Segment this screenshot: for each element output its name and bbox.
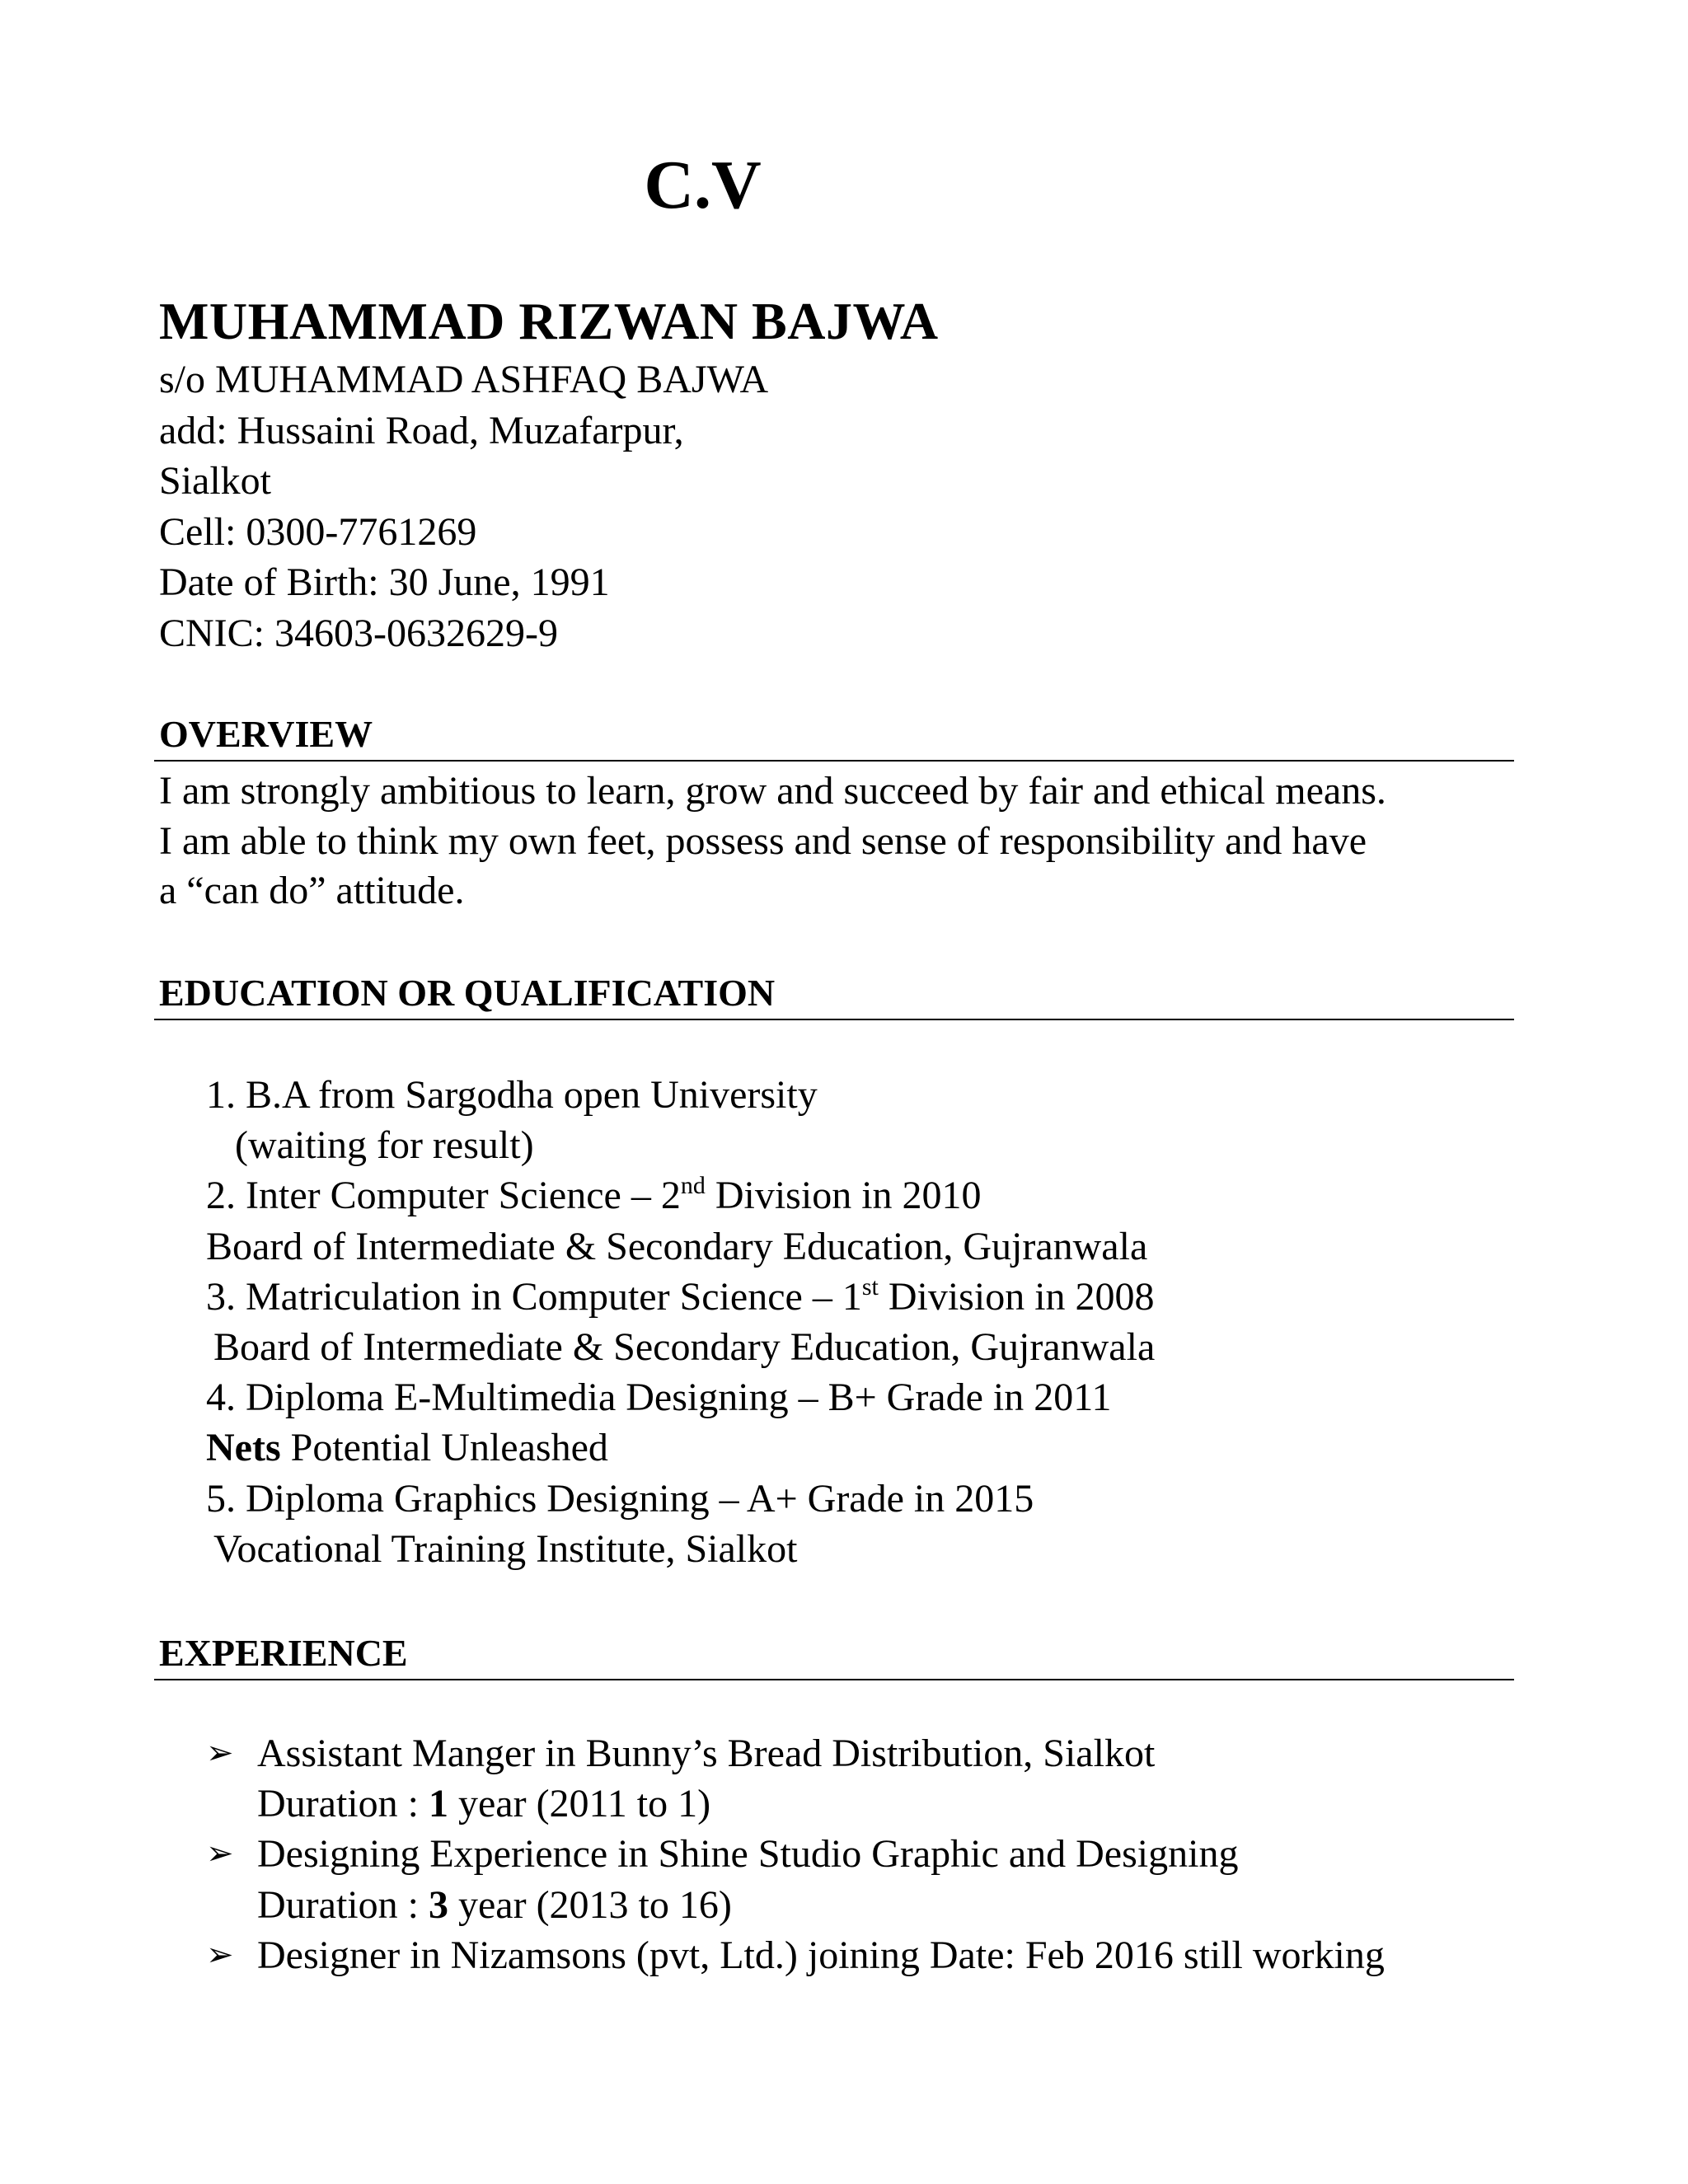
education-item-3 <box>206 1272 1155 1322</box>
overview-line: I am able to think my own feet, possess and sense of responsibility and have <box>159 818 1367 863</box>
duration-years: 3 <box>428 1882 448 1927</box>
job-title: Assistant Manger in Bunny’s Bread Distribution, Sialkot <box>257 1732 1156 1775</box>
duration-label: Duration : <box>257 1782 429 1826</box>
education-list <box>206 1070 1155 1574</box>
experience-list <box>206 1728 1385 1980</box>
education-item-3-division: Division in 2008 <box>878 1274 1155 1319</box>
overview-line: I am strongly ambitious to learn, grow and succeed by fair and ethical means. <box>159 769 1386 813</box>
education-item-1: 1. B.A from Sargodha open University <box>206 1073 818 1117</box>
address-line-1: add: Hussaini Road, Muzafarpur, <box>159 408 684 452</box>
job-title: Designing Experience in Shine Studio Graphic and Designing <box>257 1832 1239 1877</box>
education-item-2-text: 2. Inter Computer Science – 2 <box>206 1174 681 1218</box>
education-item-3-board: Board of Intermediate & Secondary Education, Gujranwala <box>213 1325 1156 1370</box>
arrow-bullet-icon: ➢ <box>206 1835 234 1873</box>
education-item-2-board: Board of Intermediate & Secondary Education, Gujranwala <box>206 1224 1148 1268</box>
experience-item-2-duration <box>206 1880 1385 1930</box>
cell-number: Cell: 0300-7761269 <box>159 509 477 554</box>
duration-range: year (2011 to 1) <box>448 1782 711 1826</box>
experience-item-1-duration <box>206 1779 1385 1829</box>
overview-heading: OVERVIEW <box>159 713 373 755</box>
education-item-5-institute: Vocational Training Institute, Sialkot <box>213 1526 798 1571</box>
experience-divider <box>154 1679 1514 1680</box>
experience-heading: EXPERIENCE <box>159 1632 408 1674</box>
arrow-bullet-icon: ➢ <box>206 1734 234 1772</box>
ordinal-suffix: nd <box>680 1172 706 1200</box>
cnic-number: CNIC: 34603-0632629-9 <box>159 611 558 655</box>
institute-name-rest: Potential Unleashed <box>280 1426 608 1470</box>
overview-divider <box>154 760 1514 762</box>
education-item-4-institute <box>206 1422 1155 1473</box>
job-title: Designer in Nizamsons (pvt, Ltd.) joining Date: Feb 2016 still working <box>257 1933 1385 1977</box>
education-item-2 <box>206 1170 1155 1221</box>
duration-range: year (2013 to 16) <box>448 1882 732 1927</box>
experience-item-1 <box>206 1728 1385 1779</box>
education-item-2-division: Division in 2010 <box>705 1174 982 1218</box>
education-item-3-text: 3. Matriculation in Computer Science – 1 <box>206 1274 862 1319</box>
education-heading: EDUCATION OR QUALIFICATION <box>159 972 776 1014</box>
duration-label: Duration : <box>257 1882 429 1927</box>
contact-block <box>159 354 768 658</box>
candidate-name: MUHAMMAD RIZWAN BAJWA <box>159 292 939 350</box>
education-item-4: 4. Diploma E-Multimedia Designing – B+ Grade in 2011 <box>206 1376 1112 1420</box>
overview-line: a “can do” attitude. <box>159 869 465 912</box>
duration-years: 1 <box>428 1782 448 1826</box>
overview-text <box>159 766 1527 916</box>
experience-item-3 <box>206 1930 1385 1980</box>
institute-name-bold: Nets <box>206 1426 281 1470</box>
arrow-bullet-icon: ➢ <box>206 1935 234 1974</box>
experience-item-2 <box>206 1829 1385 1879</box>
education-divider <box>154 1019 1514 1020</box>
education-item-5: 5. Diploma Graphics Designing – A+ Grade in 2015 <box>206 1476 1034 1521</box>
date-of-birth: Date of Birth: 30 June, 1991 <box>159 560 610 604</box>
address-line-2: Sialkot <box>159 459 272 503</box>
document-title: C.V <box>644 147 762 223</box>
ordinal-suffix: st <box>861 1272 879 1301</box>
education-item-1-note: (waiting for result) <box>235 1123 534 1168</box>
father-name: s/o MUHAMMAD ASHFAQ BAJWA <box>159 358 769 401</box>
